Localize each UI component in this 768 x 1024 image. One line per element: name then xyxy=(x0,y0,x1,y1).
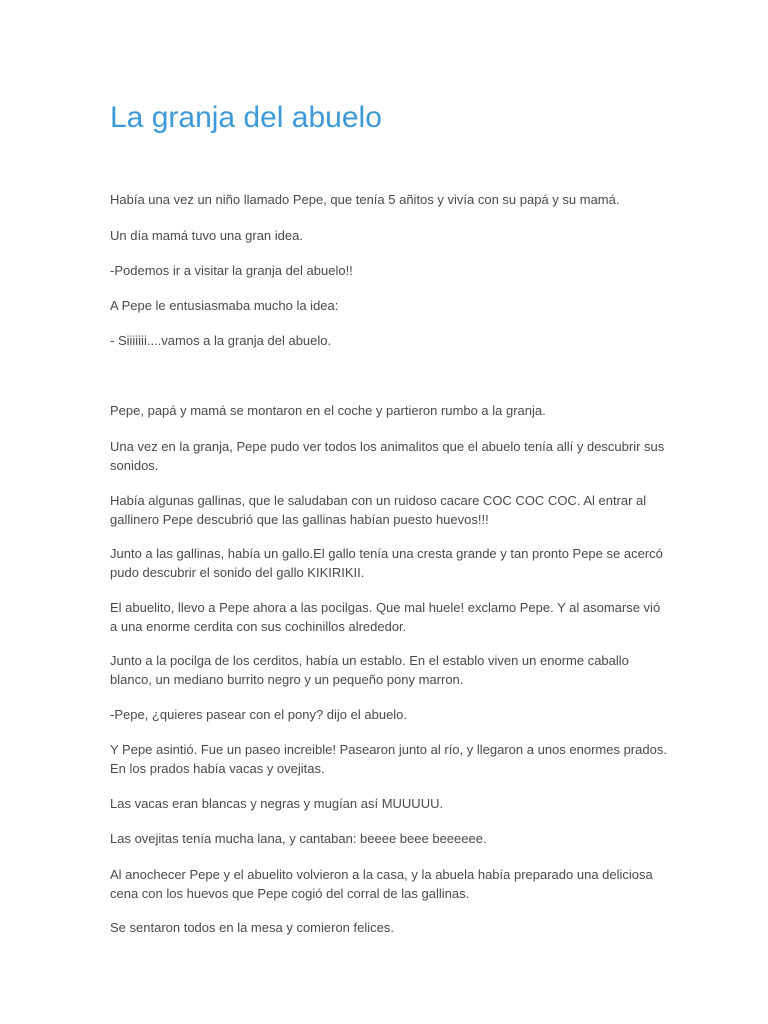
paragraph: Las vacas eran blancas y negras y mugían así MUUUUU. xyxy=(110,796,444,811)
paragraph: Una vez en la granja, Pepe pudo ver todos los animalitos que el abuelo tenía allí y descubrir sus sonidos. xyxy=(110,439,665,473)
paragraph: Pepe, papá y mamá se montaron en el coche y partieron rumbo a la granja. xyxy=(110,403,546,418)
page-title: La granja del abuelo xyxy=(110,101,382,134)
paragraph: Había una vez un niño llamado Pepe, que tenía 5 añitos y vivía con su papá y su mamá. xyxy=(110,192,620,207)
paragraph: El abuelito, llevo a Pepe ahora a las pocilgas. Que mal huele! exclamo Pepe. Y al asomarse vió a una enorme cerdita con sus cochinillos alrededor. xyxy=(110,600,661,634)
paragraph: Y Pepe asintió. Fue un paseo increible! Pasearon junto al río, y llegaron a unos enormes prados. En los prados había vacas y ovejitas. xyxy=(110,742,667,776)
paragraph: Había algunas gallinas, que le saludaban con un ruidoso cacare COC COC COC. Al entrar al gallinero Pepe descubrió que las gallinas habían puesto huevos!!! xyxy=(110,493,647,527)
paragraph: Un día mamá tuvo una gran idea. xyxy=(110,228,303,243)
paragraph: Junto a la pocilga de los cerditos, había un establo. En el establo viven un enorme caballo blanco, un mediano burrito negro y un pequeño pony marron. xyxy=(110,653,629,687)
paragraph: Junto a las gallinas, había un gallo.El gallo tenía una cresta grande y tan pronto Pepe se acercó pudo descubrir el sonido del gallo KIKIRIKII. xyxy=(110,546,663,580)
paragraph: Al anochecer Pepe y el abuelito volvieron a la casa, y la abuela había preparado una deliciosa cena con los huevos que Pepe cogió del corral de las gallinas. xyxy=(110,867,653,901)
paragraph: A Pepe le entusiasmaba mucho la idea: xyxy=(110,298,339,313)
paragraph: Se sentaron todos en la mesa y comieron felices. xyxy=(110,920,394,935)
paragraph: -Podemos ir a visitar la granja del abuelo!! xyxy=(110,263,353,278)
paragraph: - Siiiiiii....vamos a la granja del abuelo. xyxy=(110,333,332,348)
paragraph: Las ovejitas tenía mucha lana, y cantaban: beeee beee beeeeee. xyxy=(110,831,487,846)
paragraph: -Pepe, ¿quieres pasear con el pony? dijo el abuelo. xyxy=(110,707,408,722)
